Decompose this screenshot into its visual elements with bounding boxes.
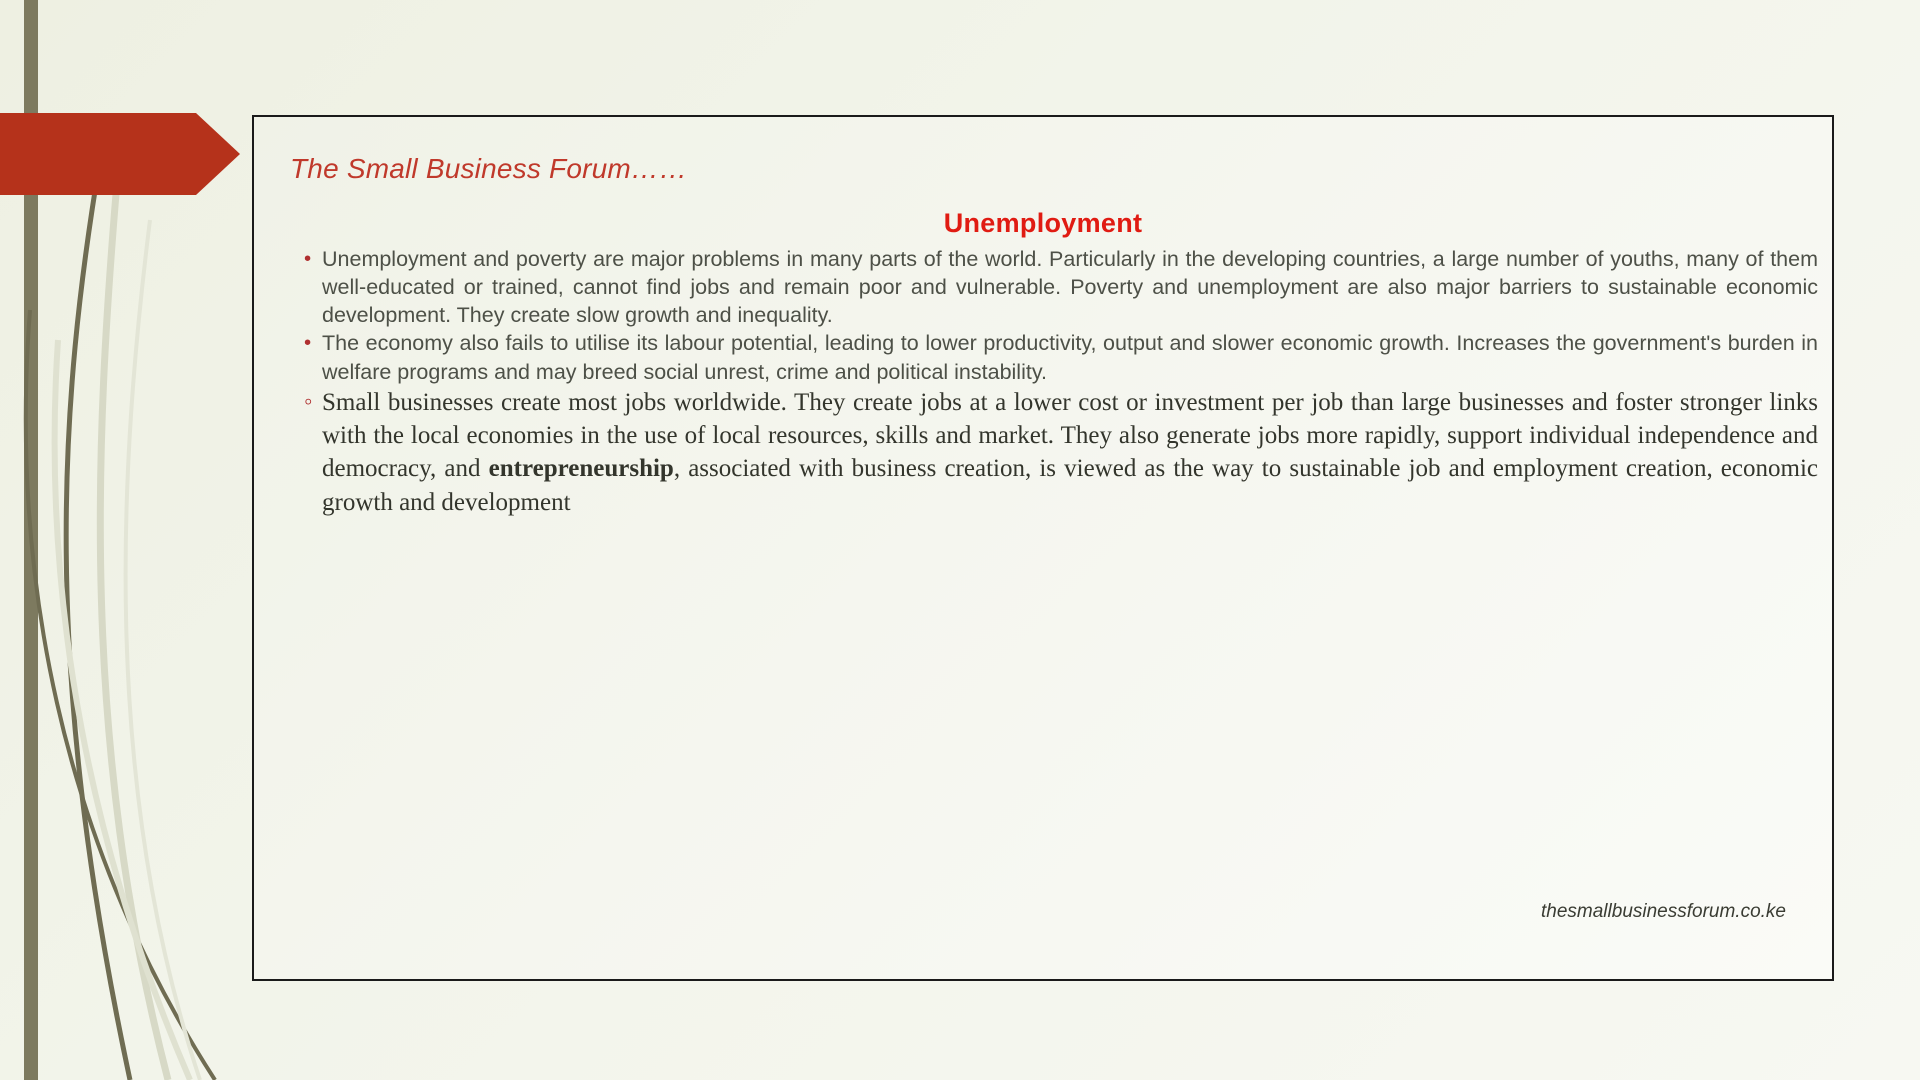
- bullet-list: [290, 245, 1818, 519]
- bullet-text-part2: , associated with business creation, is viewed as the way to sustainable job and employment creation, economic growth and development: [322, 455, 1818, 516]
- bullet-text-part1: Small businesses create most jobs worldwide. They create jobs at a lower cost or investment per job than large businesses and foster stronger links with the local economies in the use of local resources, skills and market. They also generate jobs more rapidly, support individual independence and democracy, and: [322, 388, 1818, 483]
- slide-title: The Small Business Forum……: [290, 153, 688, 184]
- red-arrow-tab: [0, 113, 240, 195]
- list-item: [290, 329, 1818, 385]
- slide-content-box: [252, 115, 1834, 981]
- bullet-text-emphasis: entrepreneurship: [488, 455, 674, 483]
- bullet-text: The economy also fails to utilise its labour potential, leading to lower productivity, output and slower economic growth. Increases the government's burden in welfare programs and may breed social unrest, crime and political instability.: [322, 331, 1818, 384]
- bullet-list-container: [290, 245, 1818, 519]
- footer-website-url: thesmallbusinessforum.co.ke: [1541, 901, 1786, 922]
- list-item: [290, 245, 1818, 329]
- bullet-text: Unemployment and poverty are major problems in many parts of the world. Particularly in the developing countries, a large number of youths, many of them well-educated or trained, cannot find jobs and remain poor and vulnerable. Poverty and unemployment are also major barriers to sustainable economic development. They create slow growth and inequality.: [322, 247, 1818, 328]
- section-heading: Unemployment: [943, 208, 1143, 238]
- list-item: [290, 386, 1818, 519]
